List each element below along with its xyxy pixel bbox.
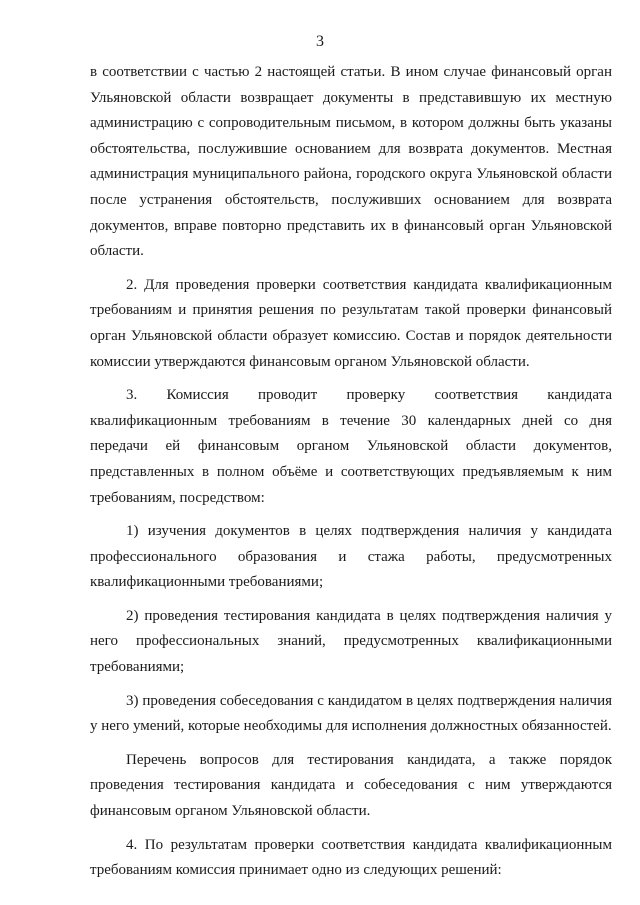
- paragraph-continuation: в соответствии с частью 2 настоящей статьи. В ином случае финансовый орган Ульяновской области возвращает документы в представившую их местную администрацию с сопроводительным письмом, в котором должны быть указаны обстоятельства, послужившие основанием для возврата документов. Местная администрация муниципального района, городского округа Ульяновской области после устранения обстоятельств, послуживших основанием для возврата документов, вправе повторно представить их в финансовый орган Ульяновской области.: [90, 64, 612, 260]
- subitem-1: 1) изучения документов в целях подтверждения наличия у кандидата профессионального образования и стажа работы, предусмотренных квалификационными требованиями;: [90, 523, 612, 591]
- paragraph-item-3: 3. Комиссия проводит проверку соответствия кандидата квалификационным требованиям в течение 30 календарных дней со дня передачи ей финансовым органом Ульяновской области документов, представленных в полном объёме и соответствующих предъявляемым к ним требованиям, посредством:: [90, 387, 612, 506]
- document-body: [90, 60, 612, 884]
- page-number: 3: [316, 33, 324, 50]
- subitem-2: 2) проведения тестирования кандидата в целях подтверждения наличия у него профессиональных знаний, предусмотренных квалификационными требованиями;: [90, 607, 612, 676]
- paragraph-item-2: 2. Для проведения проверки соответствия кандидата квалификационным требованиям и принятия решения по результатам такой проверки финансовый орган Ульяновской области образует комиссию. Состав и порядок деятельности комиссии утверждаются финансовым органом Ульяновской области.: [90, 276, 612, 370]
- subitem-3: 3) проведения собеседования с кандидатом в целях подтверждения наличия у него умений, которые необходимы для исполнения должностных обязанностей.: [90, 692, 612, 735]
- paragraph-test-questions: Перечень вопросов для тестирования кандидата, а также порядок проведения тестирования кандидата и собеседования с ним утверждаются финансовым органом Ульяновской области.: [90, 751, 612, 820]
- paragraph-item-4: 4. По результатам проверки соответствия кандидата квалификационным требованиям комиссия принимает одно из следующих решений:: [90, 836, 612, 879]
